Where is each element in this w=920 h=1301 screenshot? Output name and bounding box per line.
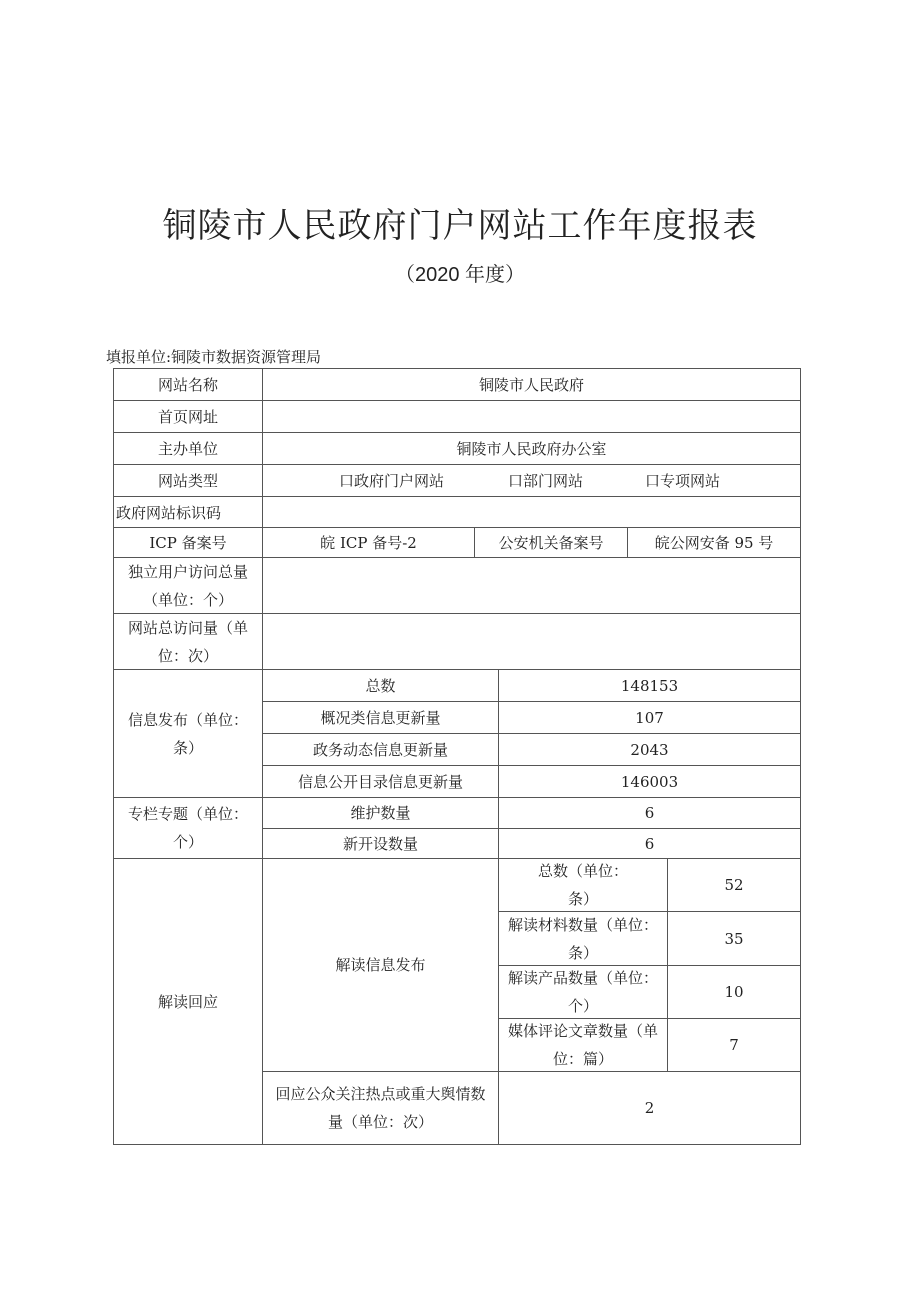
info-publish-label: 信息发布（单位：条） — [113, 669, 263, 798]
public-response-label: 回应公众关注热点或重大舆情数量（单位：次） — [262, 1071, 499, 1145]
interpretation-label: 解读回应 — [113, 858, 263, 1145]
homepage-label: 首页网址 — [113, 400, 263, 433]
homepage-value — [262, 400, 801, 433]
gov-news-update-value: 2043 — [498, 733, 801, 766]
police-record-label: 公安机关备案号 — [474, 527, 628, 558]
gov-site-id-value — [262, 496, 801, 528]
interp-media-label: 媒体评论文章数量（单位：篇） — [498, 1018, 668, 1072]
site-name-value: 铜陵市人民政府 — [262, 368, 801, 401]
interp-product-label: 解读产品数量（单位：个） — [498, 965, 668, 1019]
info-total-value: 148153 — [498, 669, 801, 702]
icp-value: 皖 ICP 备号-2 — [262, 527, 475, 558]
interp-total-label: 总数（单位：条） — [498, 858, 668, 912]
sponsor-label: 主办单位 — [113, 432, 263, 465]
columns-maintained-label: 维护数量 — [262, 797, 499, 829]
total-visits-value — [262, 613, 801, 670]
disclosure-update-label: 信息公开目录信息更新量 — [262, 765, 499, 798]
interp-total-value: 52 — [667, 858, 801, 912]
document-title: 铜陵市人民政府门户网站工作年度报表 — [162, 206, 758, 246]
disclosure-update-value: 146003 — [498, 765, 801, 798]
columns-label: 专栏专题（单位：个） — [113, 797, 263, 859]
interp-material-label: 解读材料数量（单位：条） — [498, 911, 668, 966]
site-name-label: 网站名称 — [113, 368, 263, 401]
columns-maintained-value: 6 — [498, 797, 801, 829]
interpretation-publish-label: 解读信息发布 — [262, 858, 499, 1072]
unique-visitors-value — [262, 557, 801, 614]
police-record-value: 皖公网安备 95 号 — [627, 527, 801, 558]
sponsor-value: 铜陵市人民政府办公室 — [262, 432, 801, 465]
interp-product-value: 10 — [667, 965, 801, 1019]
filler-unit: 填报单位:铜陵市数据资源管理局 — [106, 348, 322, 366]
columns-new-value: 6 — [498, 828, 801, 859]
icp-label: ICP 备案号 — [113, 527, 263, 558]
public-response-value: 2 — [498, 1071, 801, 1145]
site-type-option-department: 口部门网站 — [508, 471, 584, 490]
interp-material-value: 35 — [667, 911, 801, 966]
report-table — [113, 368, 801, 1145]
unique-visitors-label: 独立用户访问总量（单位：个） — [113, 557, 263, 614]
site-type-option-special: 口专项网站 — [645, 471, 721, 490]
info-total-label: 总数 — [262, 669, 499, 702]
site-type-option-portal: 口政府门户网站 — [339, 471, 445, 490]
interp-media-value: 7 — [667, 1018, 801, 1072]
columns-new-label: 新开设数量 — [262, 828, 499, 859]
site-type-options — [262, 464, 801, 497]
gov-site-id-label: 政府网站标识码 — [113, 496, 263, 528]
total-visits-label: 网站总访问量（单位：次） — [113, 613, 263, 670]
overview-update-value: 107 — [498, 701, 801, 734]
document-subtitle: （2020 年度） — [394, 264, 526, 286]
site-type-label: 网站类型 — [113, 464, 263, 497]
gov-news-update-label: 政务动态信息更新量 — [262, 733, 499, 766]
overview-update-label: 概况类信息更新量 — [262, 701, 499, 734]
